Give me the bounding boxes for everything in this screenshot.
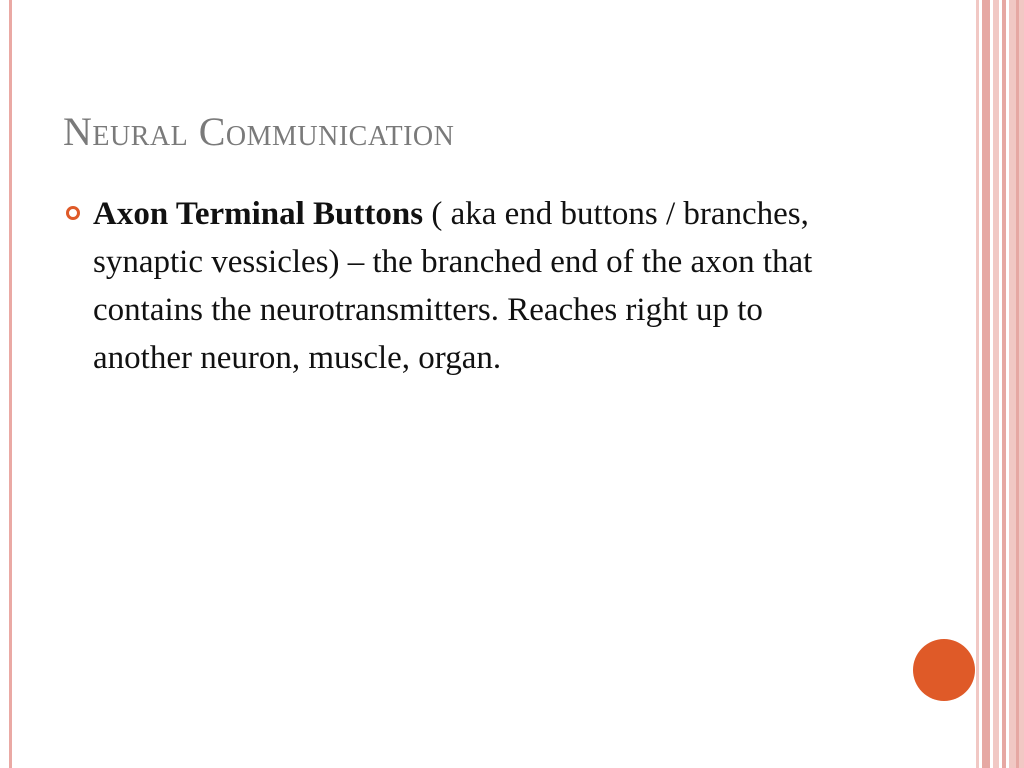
- orange-circle-decoration-icon: [913, 639, 975, 701]
- bullet-definition: ( aka end buttons / branches, synaptic vessicles) – the branched end of the axon that contains the neurotransmitters. Reaches right up to another neuron, muscle, organ.: [93, 196, 813, 376]
- right-decorative-stripe: [1016, 0, 1019, 768]
- right-decorative-stripe: [982, 0, 990, 768]
- right-decorative-stripe: [1002, 0, 1006, 768]
- bullet-list: [62, 190, 862, 382]
- right-decorative-stripe: [976, 0, 979, 768]
- bullet-item: [62, 190, 862, 382]
- bullet-term: Axon Terminal Buttons: [93, 196, 424, 232]
- left-vertical-rule: [9, 0, 12, 768]
- right-decorative-stripe: [993, 0, 999, 768]
- slide-title: Neural Communication: [63, 109, 455, 154]
- hollow-circle-bullet-icon: [66, 206, 80, 220]
